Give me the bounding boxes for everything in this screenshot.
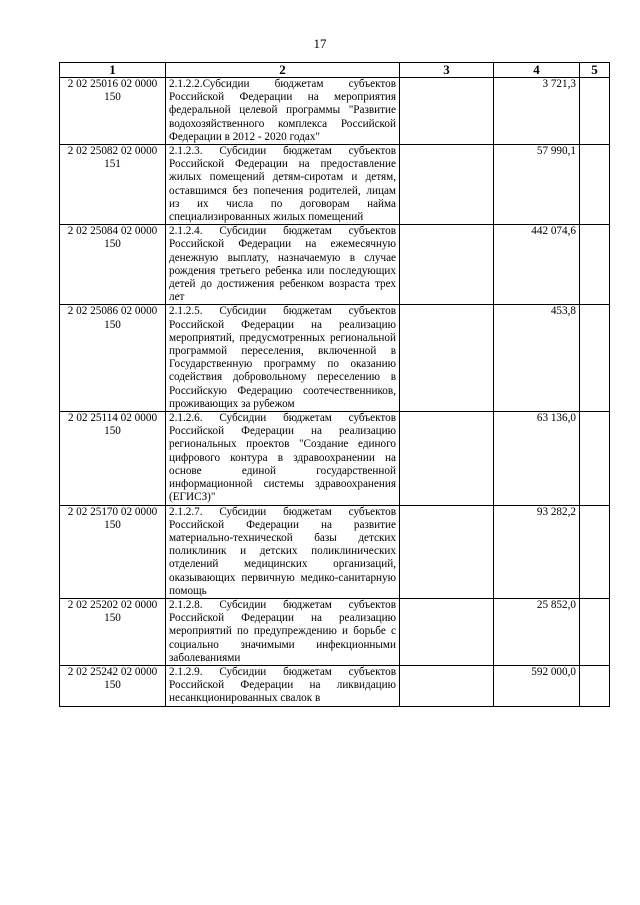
table-header-row <box>60 63 610 78</box>
budget-code-cell: 2 02 25084 02 0000 150 <box>60 225 166 305</box>
budget-code-cell: 2 02 25114 02 0000 150 <box>60 412 166 505</box>
amount-cell: 25 852,0 <box>494 598 580 665</box>
table-row <box>60 305 610 412</box>
column-5-cell <box>580 305 610 412</box>
column-header-2: 2 <box>166 63 400 78</box>
budget-code-cell: 2 02 25242 02 0000 150 <box>60 665 166 706</box>
budget-code-cell: 2 02 25082 02 0000 151 <box>60 145 166 225</box>
column-3-cell <box>400 412 494 505</box>
table-row <box>60 665 610 706</box>
amount-cell: 442 074,6 <box>494 225 580 305</box>
column-header-3: 3 <box>400 63 494 78</box>
amount-cell: 3 721,3 <box>494 78 580 145</box>
budget-table <box>59 62 610 707</box>
column-5-cell <box>580 412 610 505</box>
amount-cell: 453,8 <box>494 305 580 412</box>
column-5-cell <box>580 665 610 706</box>
column-3-cell <box>400 78 494 145</box>
column-5-cell <box>580 505 610 598</box>
budget-code-cell: 2 02 25170 02 0000 150 <box>60 505 166 598</box>
amount-cell: 93 282,2 <box>494 505 580 598</box>
column-3-cell <box>400 225 494 305</box>
column-3-cell <box>400 305 494 412</box>
description-cell: 2.1.2.7. Субсидии бюджетам субъектов Российской Федерации на развитие материально-технической базы детских поликлиник и детских поликлинических отделений медицинских организаций, оказывающих первичную медико-санитарную помощь <box>166 505 400 598</box>
budget-code-cell: 2 02 25086 02 0000 150 <box>60 305 166 412</box>
table-row <box>60 412 610 505</box>
table-row <box>60 78 610 145</box>
column-header-5: 5 <box>580 63 610 78</box>
table-row <box>60 598 610 665</box>
column-5-cell <box>580 598 610 665</box>
column-header-1: 1 <box>60 63 166 78</box>
column-5-cell <box>580 78 610 145</box>
description-cell: 2.1.2.5. Субсидии бюджетам субъектов Российской Федерации на реализацию мероприятий, предусмотренных региональной программой переселения, включенной в Государственную программу по оказанию содействия добровольному переселению в Российскую Федерацию соотечественников, проживающих за рубежом <box>166 305 400 412</box>
column-5-cell <box>580 225 610 305</box>
table-row <box>60 505 610 598</box>
amount-cell: 57 990,1 <box>494 145 580 225</box>
budget-code-cell: 2 02 25202 02 0000 150 <box>60 598 166 665</box>
column-3-cell <box>400 665 494 706</box>
table-row <box>60 145 610 225</box>
amount-cell: 592 000,0 <box>494 665 580 706</box>
column-header-4: 4 <box>494 63 580 78</box>
description-cell: 2.1.2.6. Субсидии бюджетам субъектов Российской Федерации на реализацию региональных проектов "Создание единого цифрового контура в здравоохранении на основе единой государственной информационной системы здравоохранения (ЕГИСЗ)" <box>166 412 400 505</box>
description-cell: 2.1.2.3. Субсидии бюджетам субъектов Российской Федерации на предоставление жилых помещений детям-сиротам и детям, оставшимся без попечения родителей, лицам из их числа по договорам найма специализированных жилых помещений <box>166 145 400 225</box>
description-cell: 2.1.2.4. Субсидии бюджетам субъектов Российской Федерации на ежемесячную денежную выплату, назначаемую в случае рождения третьего ребенка или последующих детей до достижения ребенком возраста трех лет <box>166 225 400 305</box>
budget-code-cell: 2 02 25016 02 0000 150 <box>60 78 166 145</box>
column-5-cell <box>580 145 610 225</box>
column-3-cell <box>400 598 494 665</box>
description-cell: 2.1.2.8. Субсидии бюджетам субъектов Российской Федерации на реализацию мероприятий по предупреждению и борьбе с социально значимыми инфекционными заболеваниями <box>166 598 400 665</box>
amount-cell: 63 136,0 <box>494 412 580 505</box>
description-cell: 2.1.2.2.Субсидии бюджетам субъектов Российской Федерации на мероприятия федеральной целевой программы "Развитие водохозяйственного комплекса Российской Федерации в 2012 - 2020 годах" <box>166 78 400 145</box>
column-3-cell <box>400 145 494 225</box>
page-number: 17 <box>313 36 327 51</box>
description-cell: 2.1.2.9. Субсидии бюджетам субъектов Российской Федерации на ликвидацию несанкционированных свалок в <box>166 665 400 706</box>
column-3-cell <box>400 505 494 598</box>
table-row <box>60 225 610 305</box>
